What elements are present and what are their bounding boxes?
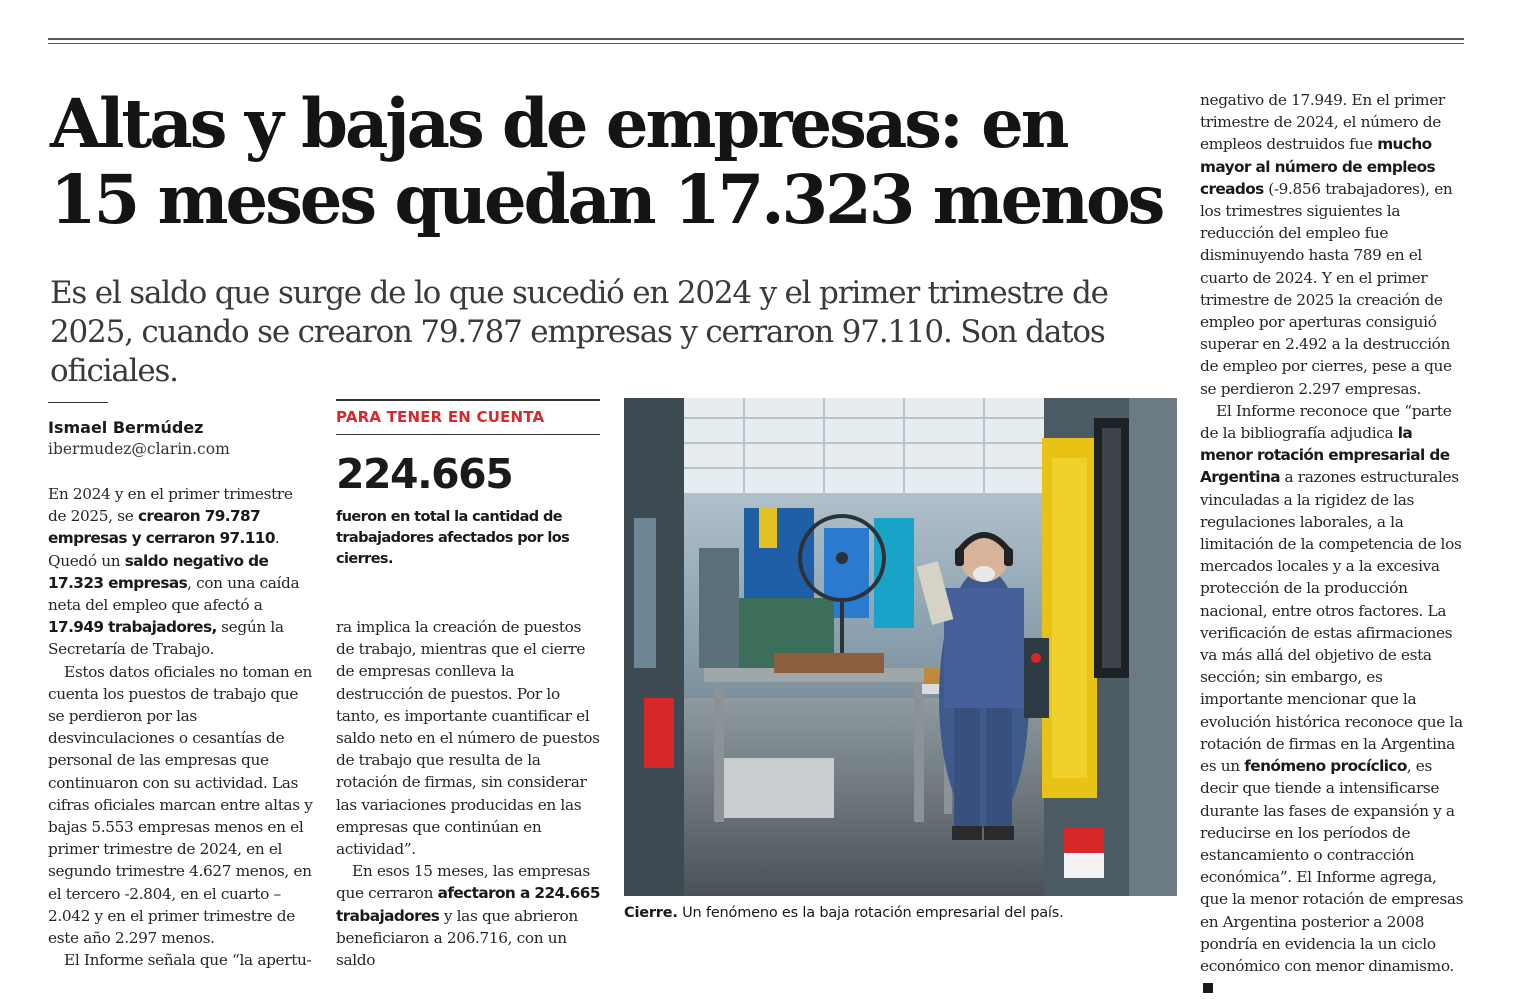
- sidebar-figure: 224.665: [336, 450, 513, 498]
- author-email[interactable]: ibermudez@clarin.com: [48, 440, 230, 458]
- paragraph-4-cont: negativo de 17.949. En el primer trimestre de 2024, el número de empleos destruidos fue mucho mayor al número de empleos creados (-9.856 trabajadores), en los trimestres siguientes la reducción del empleo fue disminuyendo hasta 789 en el cuarto de 2024. Y en el primer trimestre de 2025 la creación de empleo por aperturas consiguió superar en 2.492 a la destrucción de empleo por cierres, pese a que se perdieron 2.297 empresas.: [1200, 91, 1453, 398]
- sidebar-rule-top: [336, 399, 600, 401]
- paragraph-3-start: El Informe señala que “la apertu-: [64, 951, 312, 970]
- end-of-article-mark: [1203, 983, 1213, 993]
- byline-rule: [48, 402, 108, 403]
- sidebar-text: fueron en total la cantidad de trabajadores afectados por los cierres.: [336, 509, 570, 567]
- article-column-3: [1200, 89, 1466, 999]
- factory-photo: [624, 398, 1177, 896]
- paragraph-4: En esos 15 meses, las empresas que cerraron afectaron a 224.665 trabajadores y las que abrieron beneficiaron a 206.716, con un saldo: [336, 862, 600, 970]
- paragraph-1: En 2024 y en el primer trimestre de 2025, se crearon 79.787 empresas y cerraron 97.110. Quedó un saldo negativo de 17.323 empresas, con una caída neta del empleo que afectó a 17.949 trabajadores, según la Secretaría de Trabajo.: [48, 485, 300, 659]
- sidebar-rule-bottom: [336, 434, 600, 435]
- sidebar-label: PARA TENER EN CUENTA: [336, 408, 545, 426]
- article-column-2: [336, 616, 602, 971]
- paragraph-5: El Informe reconoce que “parte de la bibliografía adjudica la menor rotación empresarial de Argentina a razones estructurales vinculadas a la rigidez de las regulaciones laborales, a la limitación de la competencia de los mercados locales y a la excesiva protección de la producción nacional, entre otros factores. La verificación de estas afirmaciones va más allá del objetivo de esta sección; sin embargo, es importante mencionar que la evolución histórica reconoce que la rotación de firmas en la Argentina es un fenómeno procíclico, es decir que tiende a intensificarse durante las fases de expansión y a reducirse en los períodos de estancamiento o contracción económica”. El Informe agrega, que la menor rotación de empresas en Argentina posterior a 2008 pondría en evidencia la un ciclo económico con menor dinamismo.: [1200, 400, 1466, 999]
- author-name: Ismael Bermúdez: [48, 418, 204, 437]
- paragraph-3-cont: ra implica la creación de puestos de trabajo, mientras que el cierre de empresas conlleva la destrucción de puestos. Por lo tanto, es importante cuantificar el saldo neto en el número de puestos de trabajo que resulta de la rotación de firmas, sin considerar las variaciones producidas en las empresas que continúan en actividad”.: [336, 618, 600, 859]
- article-column-1: [48, 483, 314, 971]
- paragraph-2: Estos datos oficiales no toman en cuenta los puestos de trabajo que se perdieron por las desvinculaciones o cesantías de personal de las empresas que continuaron con su actividad. Las cifras oficiales marcan entre altas y bajas 5.553 empresas menos en el primer trimestre de 2024, en el segundo trimestre 4.627 menos, en el tercero -2.804, en el cuarto – 2.042 y en el primer trimestre de este año 2.297 menos.: [48, 662, 313, 948]
- subheadline: Es el saldo que surge de lo que sucedió en 2024 y el primer trimestre de 2025, cuando se crearon 79.787 empresas y cerraron 97.110. Son datos oficiales.: [50, 275, 1108, 389]
- top-rule: [48, 38, 1464, 40]
- headline: Altas y bajas de empresas: en 15 meses quedan 17.323 menos: [50, 84, 1163, 239]
- photo-caption: Cierre. Un fenómeno es la baja rotación empresarial del país.: [624, 905, 1064, 921]
- factory-worker-illustration: [624, 398, 1177, 896]
- top-rule-thin: [48, 43, 1464, 44]
